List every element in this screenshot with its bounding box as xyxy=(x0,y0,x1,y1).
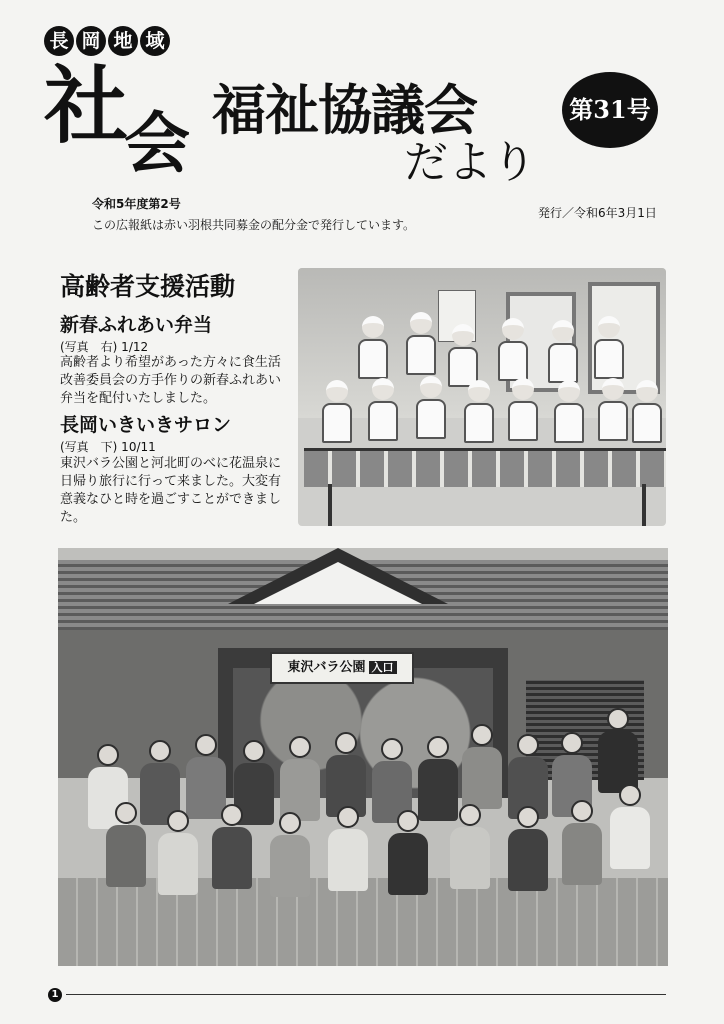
volunteer-figure xyxy=(406,312,436,375)
pavement xyxy=(58,878,668,966)
bento-volunteers-photo xyxy=(298,268,666,526)
volunteer-figure xyxy=(508,378,538,441)
region-char: 域 xyxy=(140,26,170,56)
group-member xyxy=(212,804,252,889)
group-member xyxy=(610,784,650,869)
section1-title: 新春ふれあい弁当 xyxy=(60,314,213,336)
group-member xyxy=(326,732,366,817)
section2-body: 東沢バラ公園と河北町のべに花温泉に日帰り旅行に行って来ました。大変有意義なひと時を過ごすことができました。 xyxy=(60,456,282,525)
region-char: 地 xyxy=(108,26,138,56)
group-member xyxy=(280,736,320,821)
group-member xyxy=(106,802,146,887)
rose-park-group-photo xyxy=(58,548,668,966)
volunteer-figure xyxy=(594,316,624,379)
section1-caption: (写真 右) 1/12 xyxy=(60,340,149,354)
park-entrance-sign xyxy=(270,652,414,684)
region-char: 長 xyxy=(44,26,74,56)
page-number: 1 xyxy=(48,988,62,1002)
group-member xyxy=(270,812,310,897)
volunteer-figure xyxy=(448,324,478,387)
volunteer-figure xyxy=(548,320,578,383)
volunteer-figure xyxy=(358,316,388,379)
group-member xyxy=(328,806,368,891)
page-subtitle: だより xyxy=(404,137,536,188)
volunteer-figure xyxy=(598,378,628,441)
volunteer-figure xyxy=(368,378,398,441)
publication-date: 発行／令和6年3月1日 xyxy=(538,206,657,220)
park-sign-tag: 入口 xyxy=(369,661,397,674)
title-kai: 会 xyxy=(124,104,190,182)
section1-body: 高齢者より希望があった方々に食生活改善委員会の方手作りの新春ふれあい弁当を配付いたしました。 xyxy=(60,355,282,406)
table-legs xyxy=(328,484,646,526)
article-heading: 高齢者支援活動 xyxy=(60,272,236,301)
group-member xyxy=(450,804,490,889)
fiscal-issue: 令和5年度第2号 xyxy=(92,197,181,211)
volunteer-figure xyxy=(322,380,352,443)
park-sign-text: 東沢バラ公園 xyxy=(287,660,366,675)
group-member xyxy=(388,810,428,895)
roof-gable-inner xyxy=(254,562,422,604)
section2-title: 長岡いきいきサロン xyxy=(60,414,232,436)
bento-table xyxy=(304,448,666,487)
group-member xyxy=(508,806,548,891)
group-member xyxy=(562,800,602,885)
group-member xyxy=(598,708,638,793)
region-badge xyxy=(44,26,170,56)
group-member xyxy=(158,810,198,895)
volunteer-figure xyxy=(464,380,494,443)
issue-badge: 第31号 xyxy=(562,72,658,148)
volunteer-figure xyxy=(498,318,528,381)
section2-caption: (写真 下) 10/11 xyxy=(60,440,156,454)
funding-notice: この広報紙は赤い羽根共同募金の配分金で発行しています。 xyxy=(92,218,416,232)
title-sha: 社 xyxy=(44,56,127,155)
group-member xyxy=(462,724,502,809)
footer-rule xyxy=(66,994,666,995)
volunteer-figure xyxy=(632,380,662,443)
volunteer-figure xyxy=(416,376,446,439)
volunteer-figure xyxy=(554,380,584,443)
region-char: 岡 xyxy=(76,26,106,56)
page-title: 福祉協議会 xyxy=(212,79,477,142)
